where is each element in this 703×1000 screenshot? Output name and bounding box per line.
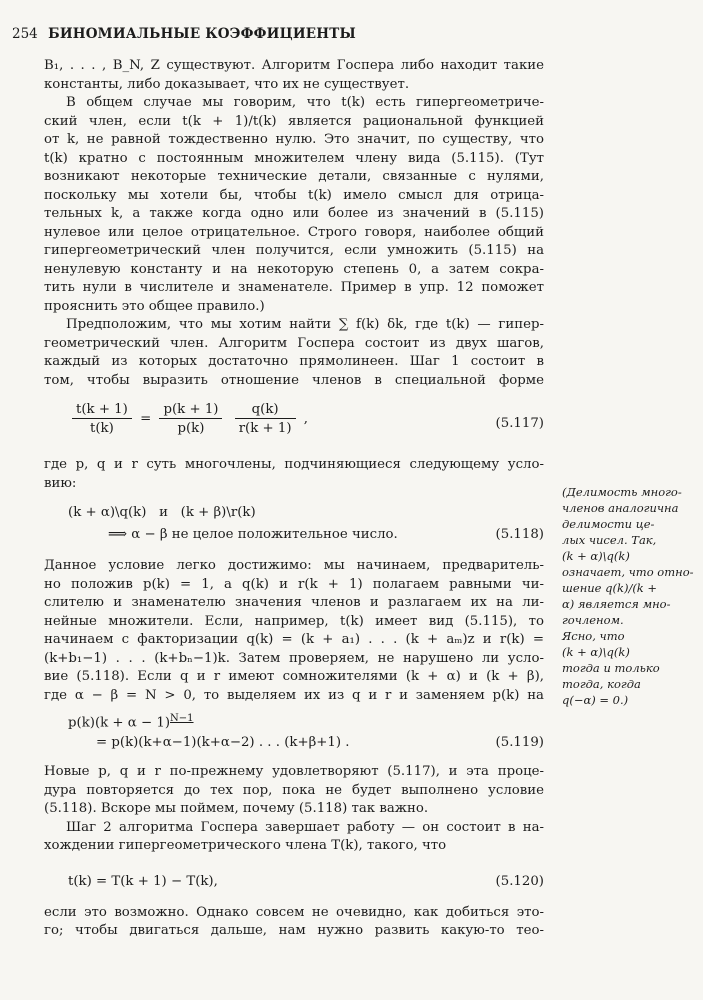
denominator: p(k) bbox=[177, 421, 205, 436]
main-text bbox=[44, 57, 544, 941]
equation-5-117 bbox=[44, 398, 544, 456]
margin-note-line: шение q(k)/(k + bbox=[562, 581, 658, 595]
running-title: БИНОМИАЛЬНЫЕ КОЭФФИЦИЕНТЫ bbox=[48, 26, 356, 42]
denominator: t(k) bbox=[90, 421, 114, 436]
text-line: хождении гипергеометрического члена T(k), такого, что bbox=[44, 838, 447, 853]
margin-note-line: (k + α)\q(k) bbox=[562, 549, 630, 563]
text-line: В общем случае мы говорим, что t(k) есть гипергеометриче- bbox=[66, 95, 544, 110]
equation-5-119 bbox=[44, 713, 544, 763]
text-line: вию: bbox=[44, 475, 77, 491]
text-line: t(k) кратно с постоянным множителем члену вида (5.115). (Тут bbox=[44, 150, 544, 166]
equation-5-120 bbox=[44, 866, 544, 904]
page-number: 254 bbox=[12, 26, 38, 42]
text-line: дура повторяется до тех пор, пока не будет выполнено условие bbox=[44, 782, 544, 798]
fraction bbox=[159, 402, 222, 436]
text-line: начинаем с факторизации q(k) = (k + a₁) . . . (k + aₘ)z и r(k) = bbox=[44, 632, 544, 647]
fraction bbox=[72, 402, 132, 436]
margin-note-line: (Делимость много- bbox=[562, 485, 682, 499]
text-line: ский член, если t(k + 1)/t(k) является рациональной функцией bbox=[44, 113, 544, 129]
text-line: прояснить это общее правило.) bbox=[44, 298, 265, 314]
text-line: Данное условие легко достижимо: мы начинаем, предваритель- bbox=[44, 558, 544, 573]
text-line: ненулевую константу и на некоторую степень 0, а затем сокра- bbox=[44, 261, 544, 277]
text-line: (5.118). Вскоре мы поймем, почему (5.118) так важно. bbox=[44, 801, 429, 816]
denominator: r(k + 1) bbox=[238, 421, 292, 436]
margin-note-line: означает, что отно- bbox=[562, 565, 694, 579]
margin-note-line: q(−α) = 0.) bbox=[562, 693, 629, 707]
margin-note-line: делимости це- bbox=[562, 517, 655, 531]
falling-power: N−1 bbox=[170, 713, 194, 724]
margin-note-line: тогда, когда bbox=[562, 677, 641, 691]
equation-number: (5.117) bbox=[495, 416, 544, 431]
text-line: Новые p, q и r по-прежнему удовлетворяют (5.117), и эта проце- bbox=[44, 764, 544, 779]
text-line: возникают некоторые технические детали, связанные с нулями, bbox=[44, 169, 544, 184]
equation-body bbox=[68, 402, 308, 436]
numerator: p(k + 1) bbox=[159, 402, 222, 419]
equation-term: p(k)(k + α − 1) bbox=[68, 715, 171, 731]
text-line: B₁, . . . , B_N, Z существуют. Алгоритм Госпера либо находит такие bbox=[44, 58, 544, 73]
equation-number: (5.118) bbox=[495, 527, 544, 542]
text-line: нейные множители. Если, например, t(k) имеет вид (5.115), то bbox=[44, 613, 544, 629]
paragraph-block-1 bbox=[44, 57, 544, 390]
text-line: гипергеометрический член получится, если умножить (5.115) на bbox=[44, 243, 544, 258]
equation-row: ⟹ α − β не целое положительное число. bbox=[108, 527, 398, 542]
paragraph-block-2 bbox=[44, 456, 544, 493]
margin-note-line: (k + α)\q(k) bbox=[562, 645, 630, 659]
margin-note-line: гочленом. bbox=[562, 613, 624, 627]
fraction bbox=[235, 402, 296, 436]
text-line: Шаг 2 алгоритма Госпера завершает работу — он состоит в на- bbox=[66, 819, 544, 835]
paragraph-block-3 bbox=[44, 557, 544, 705]
text-line: константы, либо доказывает, что их не существует. bbox=[44, 76, 410, 92]
paragraph-block-5 bbox=[44, 904, 544, 941]
text-line: слителю и знаменателю значения членов и разлагаем их на ли- bbox=[44, 595, 544, 610]
text-line: го; чтобы двигаться дальше, нам нужно развить какую-то тео- bbox=[44, 923, 544, 938]
equation-row: = p(k)(k+α−1)(k+α−2) . . . (k+β+1) . bbox=[96, 735, 350, 750]
text-line: от k, не равной тождественно нулю. Это значит, по существу, что bbox=[44, 132, 544, 147]
text-line: вие (5.118). Если q и r имеют сомножителями (k + α) и (k + β), bbox=[44, 669, 544, 684]
text-line: где p, q и r суть многочлены, подчиняющиеся следующему усло- bbox=[44, 457, 544, 472]
text-line: нулевое или целое отрицательное. Строго говоря, наиболее общий bbox=[44, 224, 544, 240]
text-line: каждый из которых достаточно прямолинеен. Шаг 1 состоит в bbox=[44, 354, 544, 369]
margin-note-line: Ясно, что bbox=[562, 629, 625, 643]
numerator: t(k + 1) bbox=[72, 402, 132, 419]
text-line: если это возможно. Однако совсем не очевидно, как добиться это- bbox=[44, 904, 544, 920]
text-line: но положив p(k) = 1, а q(k) и r(k + 1) полагаем равными чи- bbox=[44, 576, 544, 592]
equation-number: (5.120) bbox=[495, 873, 544, 889]
text-line: том, чтобы выразить отношение членов в специальной форме bbox=[44, 372, 544, 388]
margin-note-line: тогда и только bbox=[562, 661, 660, 675]
equation-row: t(k) = T(k + 1) − T(k), bbox=[68, 873, 218, 889]
margin-note-line: лых чисел. Так, bbox=[562, 533, 657, 547]
margin-note bbox=[562, 484, 692, 708]
equation-row: (k + α)\q(k) и (k + β)\r(k) bbox=[68, 505, 256, 520]
text-line: поскольку мы хотели бы, чтобы t(k) имело смысл для отрица- bbox=[44, 187, 544, 203]
numerator: q(k) bbox=[235, 402, 296, 419]
margin-note-line: α) является мно- bbox=[562, 597, 671, 611]
text-line: геометрический член. Алгоритм Госпера состоит из двух шагов, bbox=[44, 335, 544, 351]
equation-number: (5.119) bbox=[495, 735, 544, 750]
text-line: где α − β = N > 0, то выделяем их из q и r и заменяем p(k) на bbox=[44, 687, 544, 703]
margin-note-line: членов аналогична bbox=[562, 501, 679, 515]
equals-sign: = bbox=[140, 411, 152, 427]
text-line: Предположим, что мы хотим найти ∑ f(k) δk, где t(k) — гипер- bbox=[66, 317, 544, 332]
text-line: (k+b₁−1) . . . (k+bₙ−1)k. Затем проверяем, не нарушено ли усло- bbox=[44, 650, 544, 666]
punctuation: , bbox=[303, 411, 309, 427]
page-header bbox=[12, 26, 356, 42]
equation-5-118 bbox=[44, 505, 544, 557]
text-line: тельных k, а также когда одно или более из значений в (5.115) bbox=[44, 206, 544, 221]
text-line: тить нули в числителе и знаменателе. Пример в упр. 12 поможет bbox=[44, 280, 544, 295]
equation-row bbox=[68, 713, 194, 730]
paragraph-block-4 bbox=[44, 763, 544, 856]
